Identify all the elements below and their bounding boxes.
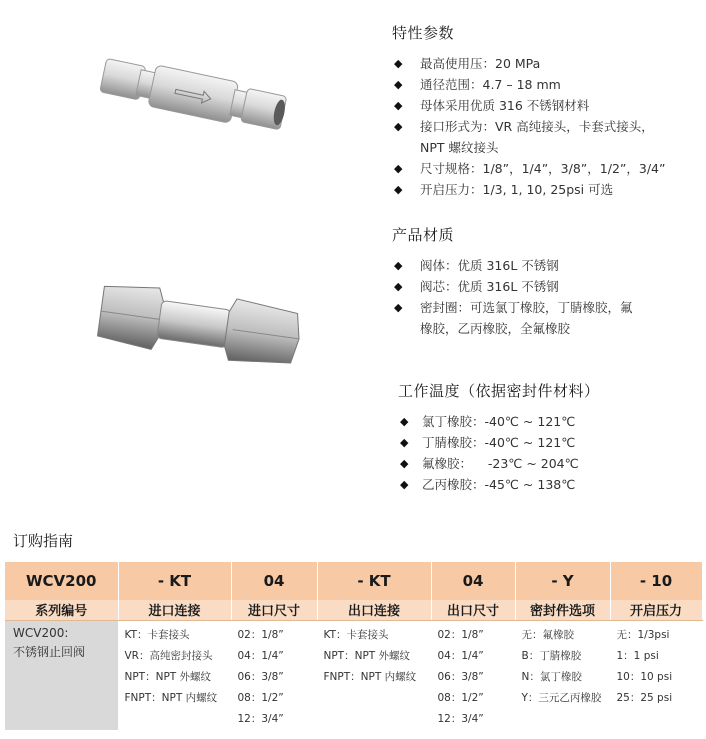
list-item: ◆ 开启压力：1/3, 1, 10, 25psi 可选 — [392, 179, 692, 200]
diamond-bullet-icon: ◆ — [394, 78, 403, 91]
order-guide-table — [5, 562, 703, 730]
header-inlet-connection: 进口连接 — [118, 600, 231, 620]
list-item: ◆ 通径范围：4.7 – 18 mm — [392, 74, 692, 95]
specs-section — [392, 22, 692, 200]
diamond-bullet-icon: ◆ — [394, 120, 403, 133]
diamond-bullet-icon: ◆ — [394, 259, 403, 272]
specs-title: 特性参数 — [392, 24, 455, 42]
list-item-continuation: NPT 螺纹接头 — [420, 140, 499, 155]
header-outlet-connection: 出口连接 — [317, 600, 431, 620]
order-header-row — [5, 600, 702, 620]
order-guide-title: 订购指南 — [13, 532, 74, 550]
list-item: ◆ 氟橡胶： -23℃ ~ 204℃ — [398, 453, 698, 474]
diamond-bullet-icon: ◆ — [394, 99, 403, 112]
material-section — [392, 224, 692, 339]
list-item: ◆ 丁腈橡胶：-40℃ ~ 121℃ — [398, 432, 698, 453]
diamond-bullet-icon: ◆ — [400, 478, 409, 491]
header-pressure: 开启压力 — [610, 600, 702, 620]
options-outlet-size: 02：1/8” 04：1/4” 06：3/8” 08：1/2” 12：3/4” — [431, 620, 515, 730]
diamond-bullet-icon: ◆ — [400, 415, 409, 428]
list-item: ◆ 阀芯：优质 316L 不锈钢 — [392, 276, 692, 297]
list-item: ◆ 尺寸规格：1/8”，1/4”，3/8”，1/2”，3/4” — [392, 158, 692, 179]
options-inlet-connection: KT：卡套接头 VR：高纯密封接头 NPT：NPT 外螺纹 FNPT：NPT 内螺纹 — [118, 620, 231, 730]
diamond-bullet-icon: ◆ — [394, 162, 403, 175]
temperature-title: 工作温度（依据密封件材料） — [398, 382, 600, 400]
header-series: 系列编号 — [5, 600, 118, 620]
diamond-bullet-icon: ◆ — [400, 457, 409, 470]
check-valve-tube-fitting-image — [92, 55, 292, 145]
material-title: 产品材质 — [392, 226, 455, 244]
temperature-section — [398, 380, 698, 495]
list-item: ◆ 阀体：优质 316L 不锈钢 — [392, 255, 692, 276]
list-item: ◆ 接口形式为：VR 高纯接头，卡套式接头， — [392, 116, 692, 137]
list-item: ◆ 密封圈：可选氯丁橡胶，丁腈橡胶，氟 — [392, 297, 692, 318]
diamond-bullet-icon: ◆ — [394, 301, 403, 314]
diamond-bullet-icon: ◆ — [394, 280, 403, 293]
temperature-list — [398, 411, 698, 495]
header-outlet-size: 出口尺寸 — [431, 600, 515, 620]
code-outlet-size: 04 — [431, 562, 515, 600]
code-inlet-connection: - KT — [118, 562, 231, 600]
material-list — [392, 255, 692, 339]
code-inlet-size: 04 — [231, 562, 317, 600]
check-valve-female-npt-image — [95, 280, 305, 370]
header-inlet-size: 进口尺寸 — [231, 600, 317, 620]
options-seal: 无：氟橡胶 B：丁腈橡胶 N：氯丁橡胶 Y：三元乙丙橡胶 — [515, 620, 610, 730]
diamond-bullet-icon: ◆ — [394, 57, 403, 70]
specs-list — [392, 53, 692, 200]
code-seal: - Y — [515, 562, 610, 600]
options-outlet-connection: KT：卡套接头 NPT：NPT 外螺纹 FNPT：NPT 内螺纹 — [317, 620, 431, 730]
list-item-continuation: 橡胶，乙丙橡胶，全氟橡胶 — [420, 321, 571, 336]
list-item: ◆ 乙丙橡胶：-45℃ ~ 138℃ — [398, 474, 698, 495]
order-code-row — [5, 562, 702, 600]
header-seal: 密封件选项 — [515, 600, 610, 620]
options-series: WCV200: 不锈钢止回阀 — [5, 620, 118, 730]
code-outlet-connection: - KT — [317, 562, 431, 600]
list-item: ◆ 母体采用优质 316 不锈钢材料 — [392, 95, 692, 116]
code-pressure: - 10 — [610, 562, 702, 600]
diamond-bullet-icon: ◆ — [400, 436, 409, 449]
list-item: ◆ 最高使用压：20 MPa — [392, 53, 692, 74]
diamond-bullet-icon: ◆ — [394, 183, 403, 196]
order-options-row — [5, 620, 702, 730]
list-item: ◆ 氯丁橡胶：-40℃ ~ 121℃ — [398, 411, 698, 432]
options-inlet-size: 02：1/8” 04：1/4” 06：3/8” 08：1/2” 12：3/4” — [231, 620, 317, 730]
code-series: WCV200 — [5, 562, 118, 600]
options-pressure: 无：1/3psi 1：1 psi 10：10 psi 25：25 psi — [610, 620, 702, 730]
